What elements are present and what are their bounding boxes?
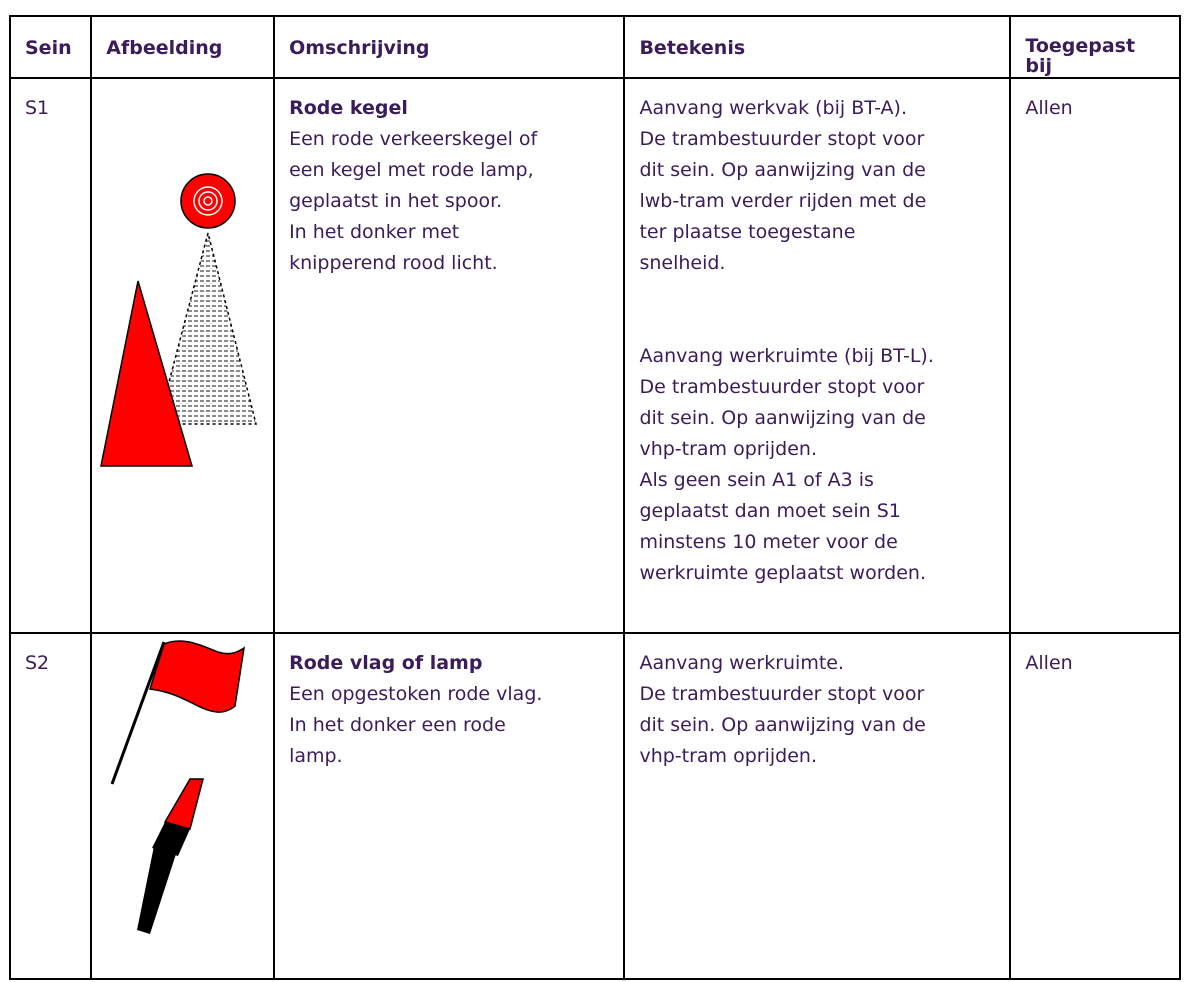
description-line: knipperend rood licht. (289, 252, 498, 274)
meaning-line: Aanvang werkvak (bij BT-A). (639, 97, 907, 119)
description-line: lamp. (289, 745, 343, 767)
table-header-row (10, 16, 1180, 78)
meaning-line: lwb-tram verder rijden met de (639, 190, 927, 212)
sein-image-cell (91, 78, 274, 633)
meaning-line: ter plaatse toegestane (639, 221, 856, 243)
sein-code: S2 (10, 633, 91, 979)
header-afbeelding: Afbeelding (91, 16, 274, 78)
paragraph-gap (639, 279, 995, 341)
meaning-line: Aanvang werkruimte. (639, 652, 845, 674)
sein-meaning (624, 633, 1010, 979)
header-omschrijving: Omschrijving (274, 16, 624, 78)
cone-outline-dashed (158, 233, 256, 424)
meaning-line: dit sein. Op aanwijzing van de (639, 407, 926, 429)
meaning-line: vhp-tram oprijden. (639, 438, 817, 460)
description-line: Een opgestoken rode vlag. (289, 683, 543, 705)
torch-head-red (165, 779, 203, 829)
description-line: een kegel met rode lamp, (289, 159, 534, 181)
red-flag-and-lamp-icon (92, 634, 272, 980)
header-toegepast-line1: Toegepast (1025, 35, 1136, 57)
meaning-line: Als geen sein A1 of A3 is (639, 469, 874, 491)
meaning-line: minstens 10 meter voor de (639, 531, 898, 553)
table-row (10, 633, 1180, 979)
header-toegepast-line2: bij (1025, 55, 1053, 77)
sein-applied: Allen (1010, 78, 1180, 633)
red-cone-with-lamp-icon (92, 79, 272, 634)
torch-handle (137, 846, 176, 934)
description-line: Een rode verkeerskegel of (289, 128, 538, 150)
meaning-line: dit sein. Op aanwijzing van de (639, 159, 926, 181)
sein-meaning (624, 78, 1010, 633)
header-sein: Sein (10, 16, 91, 78)
sein-applied: Allen (1010, 633, 1180, 979)
sein-description (274, 633, 624, 979)
sein-code: S1 (10, 78, 91, 633)
flag-pole (112, 642, 164, 784)
lamp-disc (181, 174, 235, 228)
header-toegepast (1010, 16, 1180, 78)
table-row (10, 78, 1180, 633)
description-line: geplaatst in het spoor. (289, 190, 503, 212)
sein-image-cell (91, 633, 274, 979)
meaning-line: De trambestuurder stopt voor (639, 128, 925, 150)
description-line: In het donker met (289, 221, 460, 243)
meaning-line: snelheid. (639, 252, 726, 274)
meaning-line: De trambestuurder stopt voor (639, 683, 925, 705)
meaning-line: Aanvang werkruimte (bij BT-L). (639, 345, 934, 367)
sein-description (274, 78, 624, 633)
description-line: In het donker een rode (289, 714, 506, 736)
sein-title: Rode vlag of lamp (289, 652, 483, 674)
red-flag-shape (150, 641, 244, 712)
meaning-line: vhp-tram oprijden. (639, 745, 817, 767)
header-betekenis: Betekenis (624, 16, 1010, 78)
sein-title: Rode kegel (289, 97, 408, 119)
meaning-line: geplaatst dan moet sein S1 (639, 500, 901, 522)
meaning-line: De trambestuurder stopt voor (639, 376, 925, 398)
signal-table (9, 15, 1181, 980)
meaning-line: werkruimte geplaatst worden. (639, 562, 927, 584)
meaning-line: dit sein. Op aanwijzing van de (639, 714, 926, 736)
